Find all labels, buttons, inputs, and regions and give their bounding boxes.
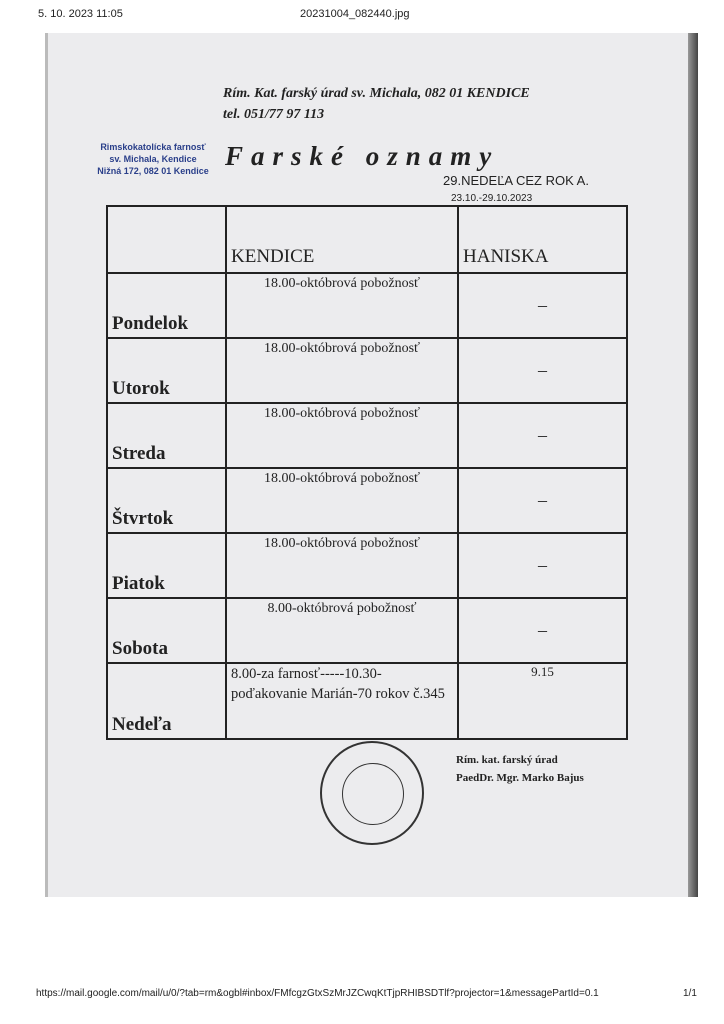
document-subtitle: 29.NEDEĽA CEZ ROK A. [443,173,589,188]
header-empty [107,206,226,273]
table-header-row [107,206,627,273]
parish-address [223,83,530,125]
print-doc-title: 20231004_082440.jpg [300,8,410,20]
cell-kendice: 18.00-októbrová pobožnosť [226,468,458,533]
table-row [107,403,627,468]
header-kendice: KENDICE [226,206,458,273]
cell-day: Utorok [107,338,226,403]
cell-day: Streda [107,403,226,468]
cell-haniska: – [458,338,627,403]
schedule-table [106,205,628,740]
cell-haniska: – [458,403,627,468]
cell-day: Piatok [107,533,226,598]
table-row [107,468,627,533]
cell-kendice: 8.00-za farnosť-----10.30-poďakovanie Marián-70 rokov č.345 [226,663,458,739]
print-url: https://mail.google.com/mail/u/0/?tab=rm&ogbl#inbox/FMfcgzGtxSzMrJZCwqKtTjpRHIBSDTlf?projector=1&messagePartId=0.1 [36,988,599,999]
table-row [107,338,627,403]
cell-kendice: 8.00-októbrová pobožnosť [226,598,458,663]
table-row [107,598,627,663]
table-row [107,663,627,739]
address-line: Rím. Kat. farský úrad sv. Michala, 082 01 KENDICE [223,86,530,101]
cell-haniska: – [458,533,627,598]
signature-office: Rím. kat. farský úrad [456,754,558,766]
cell-haniska: – [458,598,627,663]
table-row [107,273,627,338]
cell-kendice: 18.00-októbrová pobožnosť [226,338,458,403]
phone-line: tel. 051/77 97 113 [223,107,325,122]
date-range: 23.10.-29.10.2023 [451,193,533,204]
cell-day: Nedeľa [107,663,226,739]
header-haniska: HANISKA [458,206,627,273]
signature-name: PaedDr. Mgr. Marko Bajus [456,772,584,784]
cell-day: Štvrtok [107,468,226,533]
parish-stamp-text [88,141,218,177]
cell-kendice: 18.00-októbrová pobožnosť [226,533,458,598]
parish-name: Rimskokatolícka farnosť [100,142,206,152]
cell-haniska: – [458,273,627,338]
document-title: Farské oznamy [225,141,500,171]
scanned-document [45,33,688,897]
cell-day: Sobota [107,598,226,663]
cell-kendice: 18.00-októbrová pobožnosť [226,403,458,468]
cell-kendice: 18.00-októbrová pobožnosť [226,273,458,338]
signature-block [456,751,584,787]
parish-street: Nižná 172, 082 01 Kendice [97,166,209,176]
parish-seal [320,741,424,845]
print-timestamp: 5. 10. 2023 11:05 [38,8,123,20]
cell-haniska: 9.15 [458,663,627,739]
cell-day: Pondelok [107,273,226,338]
print-page-number: 1/1 [683,988,697,999]
cell-haniska: – [458,468,627,533]
table-row [107,533,627,598]
parish-subname: sv. Michala, Kendice [109,154,197,164]
